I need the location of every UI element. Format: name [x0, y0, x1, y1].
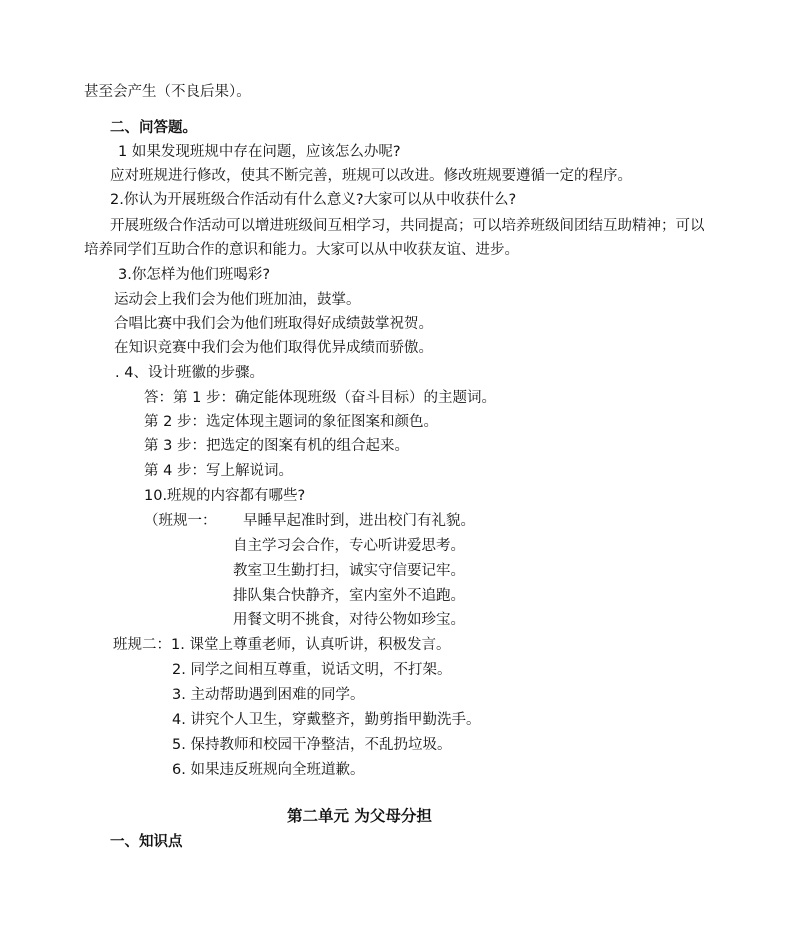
rules-two-item-2: 2. 同学之间相互尊重，说话文明，不打架。 [172, 662, 452, 678]
rules-one-item-4: 排队集合快静齐，室内室外不追跑。 [233, 588, 465, 604]
answer-4-step-4: 第 4 步：写上解说词。 [144, 463, 293, 479]
rules-two-item-5: 5. 保持教师和校园干净整洁，不乱扔垃圾。 [172, 737, 452, 753]
question-4: . 4、设计班徽的步骤。 [115, 365, 264, 381]
rules-one-item-2: 自主学习会合作，专心听讲爱思考。 [233, 538, 465, 554]
rules-one-item-5: 用餐文明不挑食，对待公物如珍宝。 [233, 612, 465, 628]
answer-4-step-1: 答：第 1 步：确定能体现班级（奋斗目标）的主题词。 [144, 390, 496, 406]
question-10: 10.班规的内容都有哪些? [144, 488, 306, 504]
rules-two-item-4: 4. 讲究个人卫生，穿戴整齐，勤剪指甲勤洗手。 [172, 712, 481, 728]
rules-one-label: （班规一： [144, 513, 217, 529]
question-2: 2.你认为开展班级合作活动有什么意义?大家可以从中收获什么? [110, 192, 517, 208]
text-line: 甚至会产生（不良后果）。 [84, 84, 251, 100]
answer-2-line-1: 开展班级合作活动可以增进班级间互相学习，共同提高；可以培养班级间团结互助精神；可以 [110, 218, 705, 234]
rules-one-item-1: 早睡早起准时到，进出校门有礼貌。 [243, 513, 475, 529]
section-heading-qa: 二、问答题。 [110, 120, 197, 136]
answer-3-line-3: 在知识竞赛中我们会为他们取得优异成绩而骄傲。 [114, 340, 433, 356]
answer-4-step-3: 第 3 步：把选定的图案有机的组合起来。 [144, 438, 409, 454]
answer-3-line-1: 运动会上我们会为他们班加油，鼓掌。 [114, 292, 361, 308]
section-heading-knowledge: 一、知识点 [110, 834, 183, 850]
answer-1: 应对班规进行修改，使其不断完善，班规可以改进。修改班规要遵循一定的程序。 [110, 168, 632, 184]
question-1: 1 如果发现班规中存在问题，应该怎么办呢? [118, 144, 401, 160]
rules-two-item-6: 6. 如果违反班规向全班道歉。 [172, 762, 365, 778]
unit-title: 第二单元 为父母分担 [287, 807, 432, 825]
rules-two-item-1: 班规二：1. 课堂上尊重老师，认真听讲，积极发言。 [113, 637, 451, 653]
answer-3-line-2: 合唱比赛中我们会为他们班取得好成绩鼓掌祝贺。 [114, 316, 433, 332]
answer-4-step-2: 第 2 步：选定体现主题词的象征图案和颜色。 [144, 414, 438, 430]
answer-2-line-2: 培养同学们互助合作的意识和能力。大家可以从中收获友谊、进步。 [84, 242, 519, 258]
rules-two-item-3: 3. 主动帮助遇到困难的同学。 [172, 687, 365, 703]
rules-one-item-3: 教室卫生勤打扫，诚实守信要记牢。 [233, 563, 465, 579]
question-3: 3.你怎样为他们班喝彩? [118, 267, 271, 283]
